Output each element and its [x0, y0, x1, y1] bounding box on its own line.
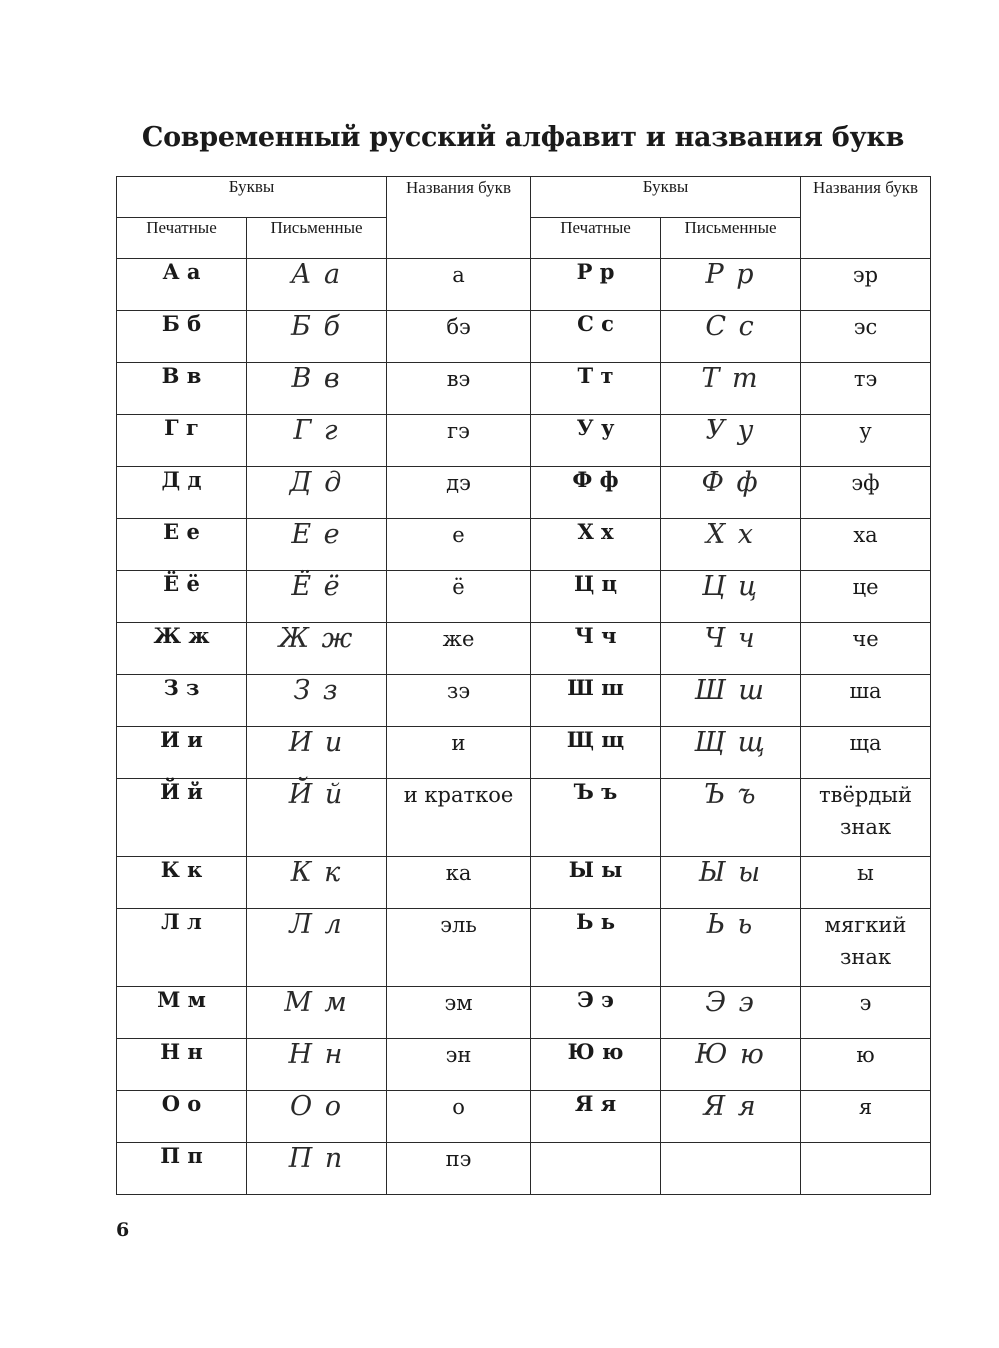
printed-letter: Г г — [117, 415, 247, 467]
header-printed-left: Печатные — [117, 218, 247, 259]
written-letter: Щ щ — [661, 727, 801, 779]
written-letter: Й й — [247, 779, 387, 857]
written-letter — [661, 1143, 801, 1195]
table-row — [117, 519, 931, 571]
letter-name: и — [387, 727, 531, 779]
letter-name: е — [387, 519, 531, 571]
written-letter: Ь ь — [661, 909, 801, 987]
written-letter: П п — [247, 1143, 387, 1195]
table-row — [117, 727, 931, 779]
printed-letter: И и — [117, 727, 247, 779]
printed-letter: В в — [117, 363, 247, 415]
table-row — [117, 363, 931, 415]
printed-letter: Р р — [531, 259, 661, 311]
letter-name: ша — [801, 675, 931, 727]
letter-name: эн — [387, 1039, 531, 1091]
printed-letter: Ъ ъ — [531, 779, 661, 857]
page-number: 6 — [116, 1219, 130, 1241]
letter-name: о — [387, 1091, 531, 1143]
letter-name: ха — [801, 519, 931, 571]
alphabet-table — [116, 176, 931, 1195]
letter-name: у — [801, 415, 931, 467]
printed-letter: Ж ж — [117, 623, 247, 675]
printed-letter: Ш ш — [531, 675, 661, 727]
letter-name: гэ — [387, 415, 531, 467]
table-row — [117, 415, 931, 467]
written-letter: И и — [247, 727, 387, 779]
written-letter: У у — [661, 415, 801, 467]
letter-name: и краткое — [387, 779, 531, 857]
printed-letter: Э э — [531, 987, 661, 1039]
written-letter: К к — [247, 857, 387, 909]
printed-letter: Ю ю — [531, 1039, 661, 1091]
table-row — [117, 259, 931, 311]
printed-letter: Б б — [117, 311, 247, 363]
printed-letter: Л л — [117, 909, 247, 987]
header-letters-right: Буквы — [531, 177, 801, 218]
written-letter: Ы ы — [661, 857, 801, 909]
letter-name: бэ — [387, 311, 531, 363]
written-letter: Р р — [661, 259, 801, 311]
written-letter: Я я — [661, 1091, 801, 1143]
printed-letter: Н н — [117, 1039, 247, 1091]
written-letter: Д д — [247, 467, 387, 519]
letter-name: ю — [801, 1039, 931, 1091]
printed-letter: Т т — [531, 363, 661, 415]
letter-name: э — [801, 987, 931, 1039]
printed-letter: К к — [117, 857, 247, 909]
letter-name: че — [801, 623, 931, 675]
table-body — [117, 259, 931, 1195]
printed-letter: Я я — [531, 1091, 661, 1143]
table-row — [117, 909, 931, 987]
written-letter: Ф ф — [661, 467, 801, 519]
letter-name: зэ — [387, 675, 531, 727]
letter-name: эф — [801, 467, 931, 519]
printed-letter: Ч ч — [531, 623, 661, 675]
letter-name: эс — [801, 311, 931, 363]
letter-name: эм — [387, 987, 531, 1039]
header-printed-right: Печатные — [531, 218, 661, 259]
printed-letter: О о — [117, 1091, 247, 1143]
written-letter: С с — [661, 311, 801, 363]
header-names-left: Названия букв — [387, 177, 531, 259]
table-row — [117, 987, 931, 1039]
letter-name: дэ — [387, 467, 531, 519]
written-letter: В в — [247, 363, 387, 415]
table-row — [117, 311, 931, 363]
written-letter: Н н — [247, 1039, 387, 1091]
printed-letter: Х х — [531, 519, 661, 571]
letter-name: вэ — [387, 363, 531, 415]
printed-letter — [531, 1143, 661, 1195]
header-written-left: Письменные — [247, 218, 387, 259]
letter-name: ка — [387, 857, 531, 909]
printed-letter: З з — [117, 675, 247, 727]
written-letter: Ъ ъ — [661, 779, 801, 857]
written-letter: М м — [247, 987, 387, 1039]
table-row — [117, 1091, 931, 1143]
written-letter: Ю ю — [661, 1039, 801, 1091]
printed-letter: П п — [117, 1143, 247, 1195]
letter-name: ё — [387, 571, 531, 623]
written-letter: Е е — [247, 519, 387, 571]
printed-letter: С с — [531, 311, 661, 363]
printed-letter: Ф ф — [531, 467, 661, 519]
printed-letter: Ы ы — [531, 857, 661, 909]
written-letter: Б б — [247, 311, 387, 363]
written-letter: Ц ц — [661, 571, 801, 623]
table-row — [117, 623, 931, 675]
printed-letter: У у — [531, 415, 661, 467]
written-letter: Л л — [247, 909, 387, 987]
header-letters-left: Буквы — [117, 177, 387, 218]
page-title: Современный русский алфавит и названия букв — [141, 122, 905, 153]
table-row — [117, 857, 931, 909]
printed-letter: Ц ц — [531, 571, 661, 623]
letter-name: же — [387, 623, 531, 675]
written-letter: Э э — [661, 987, 801, 1039]
letter-name: ща — [801, 727, 931, 779]
letter-name: ы — [801, 857, 931, 909]
printed-letter: Ё ё — [117, 571, 247, 623]
letter-name: я — [801, 1091, 931, 1143]
letter-name: пэ — [387, 1143, 531, 1195]
table-row — [117, 467, 931, 519]
written-letter: О о — [247, 1091, 387, 1143]
printed-letter: М м — [117, 987, 247, 1039]
letter-name: тэ — [801, 363, 931, 415]
printed-letter: Щ щ — [531, 727, 661, 779]
table-row — [117, 779, 931, 857]
written-letter: Х х — [661, 519, 801, 571]
printed-letter: Ь ь — [531, 909, 661, 987]
letter-name: эр — [801, 259, 931, 311]
table-row — [117, 571, 931, 623]
written-letter: Г г — [247, 415, 387, 467]
header-written-right: Письменные — [661, 218, 801, 259]
letter-name: а — [387, 259, 531, 311]
written-letter: Ч ч — [661, 623, 801, 675]
letter-name — [801, 1143, 931, 1195]
letter-name: твёрдый знак — [801, 779, 931, 857]
table-row — [117, 675, 931, 727]
printed-letter: Е е — [117, 519, 247, 571]
header-names-right: Названия букв — [801, 177, 931, 259]
letter-name: це — [801, 571, 931, 623]
printed-letter: А а — [117, 259, 247, 311]
written-letter: Т т — [661, 363, 801, 415]
written-letter: Ж ж — [247, 623, 387, 675]
written-letter: А а — [247, 259, 387, 311]
printed-letter: Д д — [117, 467, 247, 519]
letter-name: эль — [387, 909, 531, 987]
written-letter: Ш ш — [661, 675, 801, 727]
printed-letter: Й й — [117, 779, 247, 857]
written-letter: З з — [247, 675, 387, 727]
letter-name: мягкий знак — [801, 909, 931, 987]
table-row — [117, 1039, 931, 1091]
table-row — [117, 1143, 931, 1195]
written-letter: Ё ё — [247, 571, 387, 623]
